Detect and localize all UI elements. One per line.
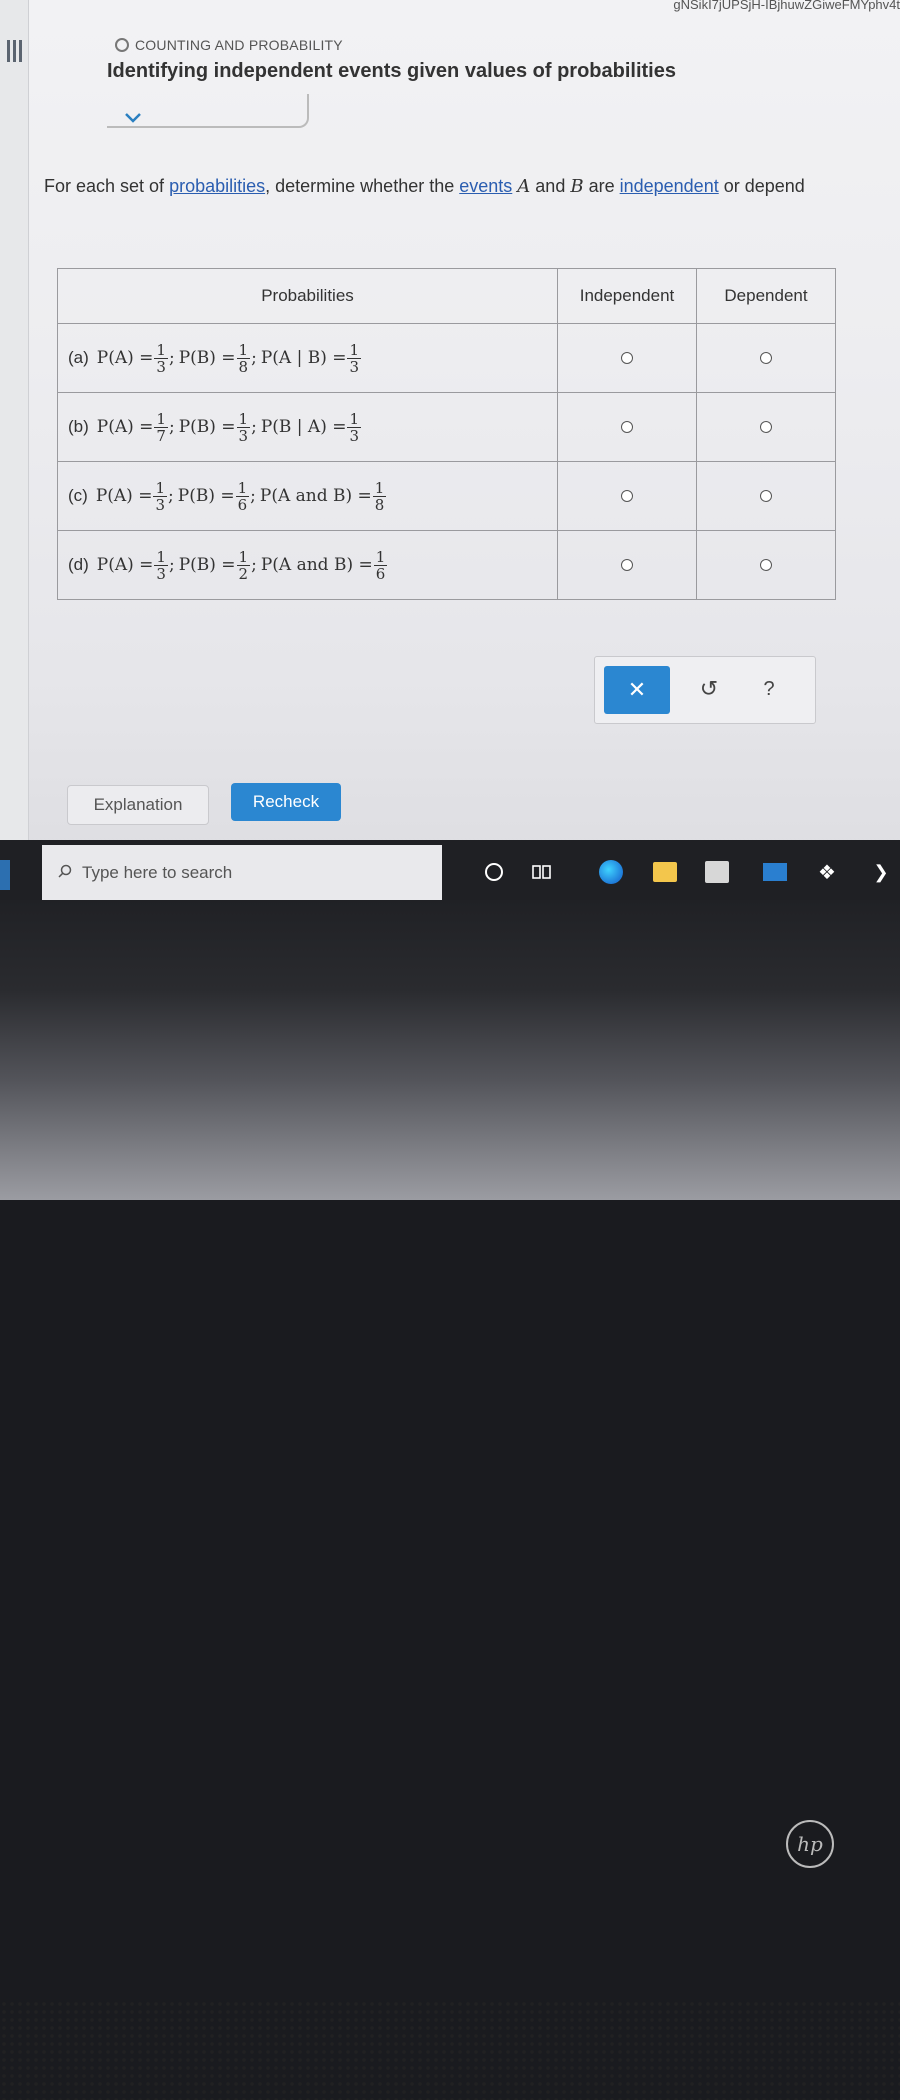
table-row: [58, 531, 836, 600]
row-label: (a): [68, 347, 89, 367]
probabilities-link[interactable]: probabilities: [169, 176, 266, 196]
fraction-numerator: 1: [375, 547, 386, 566]
probability-term: P(B) =: [178, 554, 236, 575]
independent-radio[interactable]: [621, 490, 633, 502]
fraction-denominator: 3: [238, 426, 249, 445]
fraction-numerator: 1: [349, 340, 360, 359]
topic-circle-icon: [115, 38, 129, 52]
probability-cell: [58, 462, 558, 531]
left-rail: [0, 0, 29, 900]
fraction: [237, 549, 251, 582]
topic-text: COUNTING AND PROBABILITY: [135, 37, 343, 53]
independent-radio[interactable]: [621, 559, 633, 571]
fraction-numerator: 1: [156, 409, 166, 428]
explanation-button[interactable]: Explanation: [67, 785, 209, 825]
screen: [0, 0, 900, 900]
dependent-cell: [697, 324, 836, 393]
probability-term: P(B) =: [177, 485, 235, 506]
table-row: [58, 462, 836, 531]
dependent-radio[interactable]: [760, 559, 772, 571]
probability-table: [57, 268, 836, 600]
independent-radio[interactable]: [621, 352, 633, 364]
fraction-denominator: 3: [156, 357, 166, 376]
start-button[interactable]: [0, 860, 10, 890]
separator: ;: [168, 416, 175, 437]
fraction-numerator: 1: [238, 409, 249, 428]
menu-icon[interactable]: [5, 40, 23, 60]
hp-logo: hp: [786, 1820, 834, 1868]
chevron-down-icon[interactable]: [124, 108, 142, 129]
dependent-cell: [697, 393, 836, 462]
answer-tools: [594, 656, 816, 724]
fraction-denominator: 3: [349, 426, 360, 445]
fraction-numerator: 1: [238, 340, 249, 359]
laptop-bezel: [0, 900, 900, 1856]
search-icon: [58, 864, 72, 882]
independent-cell: [558, 324, 697, 393]
instruction-text: For each set of probabilities, determine whether the events A and B are independent or depend: [44, 176, 805, 197]
fraction-denominator: 6: [375, 564, 386, 583]
page-title: Identifying independent events given values of probabilities: [107, 60, 676, 82]
header-independent: Independent: [558, 269, 697, 324]
fraction-numerator: 1: [238, 547, 249, 566]
dependent-cell: [697, 531, 836, 600]
independent-cell: [558, 531, 697, 600]
fraction-denominator: 3: [156, 564, 166, 583]
probability-term: P(A | B) =: [260, 347, 347, 368]
file-explorer-icon[interactable]: [650, 858, 680, 886]
probability-term: P(B | A) =: [260, 416, 347, 437]
row-label: (d): [68, 554, 89, 574]
fraction-numerator: 1: [349, 409, 360, 428]
close-icon: ✕: [627, 677, 647, 702]
probability-term: P(A and B) =: [259, 485, 372, 506]
fraction: [373, 480, 387, 513]
probability-term: P(A and B) =: [260, 554, 373, 575]
fraction-denominator: 2: [238, 564, 249, 583]
fraction-denominator: 3: [155, 495, 166, 514]
more-icon[interactable]: ❯: [873, 861, 889, 882]
undo-icon: ↺: [699, 676, 719, 701]
fraction-numerator: 1: [156, 340, 166, 359]
dependent-radio[interactable]: [760, 421, 772, 433]
probability-cell: [58, 324, 558, 393]
separator: ;: [168, 347, 175, 368]
cortana-icon[interactable]: [480, 858, 508, 886]
header-probabilities: Probabilities: [58, 269, 558, 324]
header-dependent: Dependent: [697, 269, 836, 324]
separator: ;: [251, 416, 257, 437]
separator: ;: [168, 485, 174, 506]
independent-radio[interactable]: [621, 421, 633, 433]
probability-cell: [58, 393, 558, 462]
row-label: (b): [68, 416, 89, 436]
separator: ;: [250, 485, 256, 506]
probability-term: P(A) =: [96, 416, 154, 437]
mail-icon[interactable]: [760, 858, 790, 886]
help-button[interactable]: [753, 673, 785, 705]
dropbox-icon[interactable]: ❖: [818, 861, 836, 884]
fraction-denominator: 3: [349, 357, 360, 376]
fraction: [347, 342, 361, 375]
fraction-denominator: 7: [156, 426, 166, 445]
probability-term: P(A) =: [96, 347, 154, 368]
probability-term: P(B) =: [178, 347, 236, 368]
row-label: (c): [68, 485, 88, 505]
table-row: [58, 393, 836, 462]
fraction: [237, 342, 251, 375]
probability-term: P(A) =: [96, 554, 154, 575]
probability-term: P(A) =: [95, 485, 153, 506]
search-placeholder: Type here to search: [82, 862, 233, 882]
probability-term: P(B) =: [178, 416, 236, 437]
recheck-button[interactable]: Recheck: [231, 783, 341, 821]
dependent-radio[interactable]: [760, 352, 772, 364]
taskbar-search[interactable]: [42, 845, 442, 900]
browser-url-fragment[interactable]: gNSikI7jUPSjH-IBjhuwZGiweFMYphv4t: [673, 0, 900, 12]
edge-browser-icon[interactable]: [596, 858, 626, 886]
probability-cell: [58, 531, 558, 600]
fraction: [154, 549, 168, 582]
fraction-numerator: 1: [155, 478, 166, 497]
table-header-row: [58, 269, 836, 324]
table-row: [58, 324, 836, 393]
separator: ;: [251, 554, 257, 575]
fraction: [154, 342, 168, 375]
speaker-grille: [0, 2000, 900, 2100]
fraction-numerator: 1: [237, 478, 248, 497]
fraction-denominator: 8: [374, 495, 385, 514]
independent-cell: [558, 462, 697, 531]
fraction-denominator: 8: [238, 357, 249, 376]
question-icon: ?: [763, 677, 775, 700]
separator: ;: [168, 554, 175, 575]
fraction: [237, 411, 251, 444]
fraction: [153, 480, 167, 513]
fraction-denominator: 6: [237, 495, 248, 514]
dependent-radio[interactable]: [760, 490, 772, 502]
clear-button[interactable]: [604, 666, 670, 714]
topic-label: [115, 37, 343, 53]
fraction: [236, 480, 250, 513]
dependent-cell: [697, 462, 836, 531]
independent-cell: [558, 393, 697, 462]
separator: ;: [251, 347, 257, 368]
fraction: [374, 549, 388, 582]
fraction: [154, 411, 168, 444]
undo-button[interactable]: [693, 673, 725, 705]
fraction-numerator: 1: [374, 478, 385, 497]
task-view-icon[interactable]: [528, 858, 556, 886]
fraction-numerator: 1: [156, 547, 166, 566]
independent-link[interactable]: independent: [619, 176, 719, 196]
store-icon[interactable]: [702, 858, 732, 886]
fraction: [347, 411, 361, 444]
events-link[interactable]: events: [459, 176, 513, 196]
